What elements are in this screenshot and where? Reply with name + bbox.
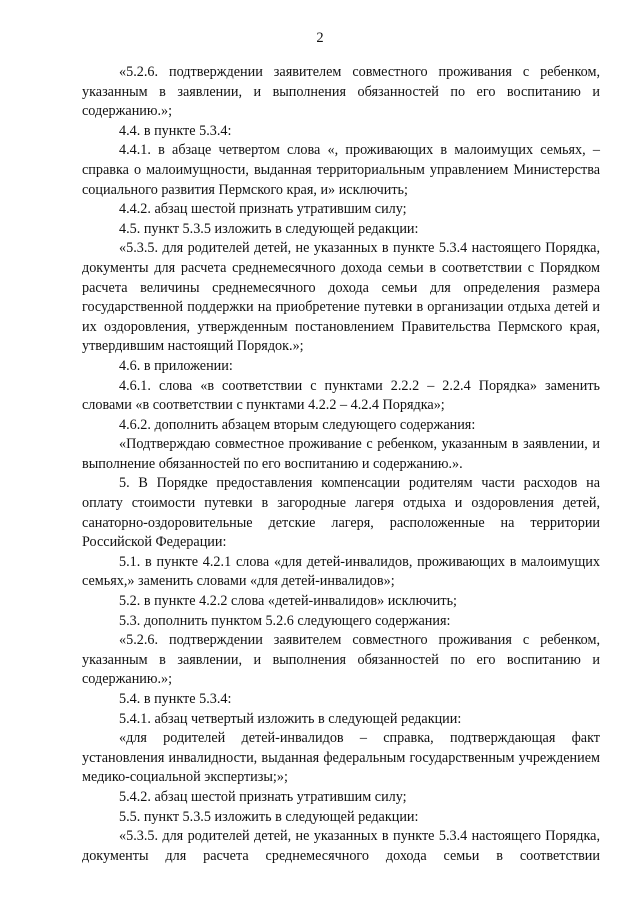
paragraph: «5.3.5. для родителей детей, не указанных в пункте 5.3.4 настоящего Порядка, документы для расчета среднемесячного дохода семьи в соответствии с Порядком расчета величины среднемесячного дохода семьи для определения размера государственной поддержки на приобретение путевки в организации отдыха детей и их оздоровления, утвержденным постановлением Правительства Пермского края, утвердившим настоящий Порядок.»; xyxy=(82,240,600,355)
paragraph: «Подтверждаю совместное проживание с ребенком, указанным в заявлении, и выполнение обязанностей по его воспитанию и содержанию.». xyxy=(82,436,600,472)
paragraph: 4.6.1. слова «в соответствии с пунктами 2.2.2 – 2.2.4 Порядка» заменить словами «в соответствии с пунктами 4.2.2 – 4.2.4 Порядка»; xyxy=(82,377,600,414)
paragraph: 5.4. в пункте 5.3.4: xyxy=(119,691,232,707)
paragraph: «5.3.5. для родителей детей, не указанных в пункте 5.3.4 настоящего Порядка, документы для расчета среднемесячного дохода семьи в соответствии xyxy=(82,828,600,864)
paragraph: 4.4.2. абзац шестой признать утратившим силу; xyxy=(119,201,407,218)
paragraph: «5.2.6. подтверждении заявителем совместного проживания с ребенком, указанным в заявлении, и выполнения обязанностей по его воспитанию и содержанию.»; xyxy=(82,64,600,120)
paragraph: «для родителей детей-инвалидов – справка, подтверждающая факт установления инвалидности, выданная федеральным государственным учреждением медико-социальной экспертизы;»; xyxy=(82,730,600,786)
paragraph: 5.4.2. абзац шестой признать утратившим силу; xyxy=(119,788,407,805)
page-number: 2 xyxy=(316,30,324,46)
paragraph: 4.6. в приложении: xyxy=(119,357,233,374)
paragraph: 4.5. пункт 5.3.5 изложить в следующей редакции: xyxy=(119,220,419,237)
paragraph: 5.1. в пункте 4.2.1 слова «для детей-инвалидов, проживающих в малоимущих семьях,» заменить словами «для детей-инвалидов»; xyxy=(82,553,600,590)
paragraph: 5.5. пункт 5.3.5 изложить в следующей редакции: xyxy=(119,808,419,825)
paragraph: 4.4.1. в абзаце четвертом слова «, проживающих в малоимущих семьях, – справка о малоимущности, выданная территориальным управлением Министерства социального развития Пермского края, и» исключить; xyxy=(82,142,600,198)
paragraph: 4.6.2. дополнить абзацем вторым следующего содержания: xyxy=(119,416,476,433)
paragraph: 5.3. дополнить пунктом 5.2.6 следующего содержания: xyxy=(119,612,451,629)
paragraph: 5. В Порядке предоставления компенсации родителям части расходов на оплату стоимости путевки в загородные лагеря отдыха и оздоровления детей, санаторно-оздоровительные детские лагеря, расположенные на территории Российской Федерации: xyxy=(82,475,600,551)
document-body xyxy=(82,63,600,866)
paragraph: 4.4. в пункте 5.3.4: xyxy=(119,122,232,139)
paragraph: «5.2.6. подтверждении заявителем совместного проживания с ребенком, указанным в заявлении, и выполнения обязанностей по его воспитанию и содержанию.»; xyxy=(82,632,600,688)
paragraph: 5.2. в пункте 4.2.2 слова «детей-инвалидов» исключить; xyxy=(119,593,457,610)
paragraph: 5.4.1. абзац четвертый изложить в следующей редакции: xyxy=(119,710,462,727)
